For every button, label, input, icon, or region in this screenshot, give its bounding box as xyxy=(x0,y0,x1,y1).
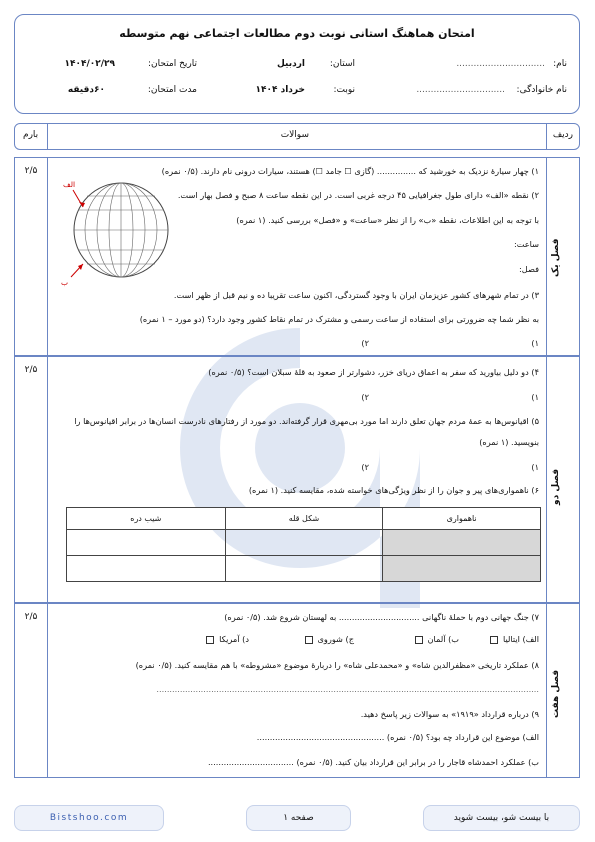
globe-icon xyxy=(53,172,173,292)
question-8: ۸) عملکرد تاریخی «مظفرالدین شاه» و «محمدعلی شاه» را دربارهٔ موضوع «مشروطه» با هم مقایسه کنید. (۰/۵ نمره) xyxy=(135,660,539,670)
question-9-b: ب) عملکرد احمدشاه قاجار را در برابر این قرارداد بیان کنید. (۰/۵ نمره) ................................. xyxy=(207,757,539,767)
globe-label-a: الف xyxy=(63,180,76,189)
footer-page-number: صفحه ۱ xyxy=(246,805,351,831)
exam-header xyxy=(14,14,580,114)
date-value: ۱۴۰۴/۰۲/۲۹ xyxy=(64,59,115,69)
table-header: ناهمواری xyxy=(383,508,541,530)
province-label: استان: xyxy=(329,59,355,69)
question-6: ۶) ناهمواری‌های پیر و جوان را از نظر ویژگی‌های خواسته شده، مقایسه کنید. (۱ نمره) xyxy=(248,485,539,495)
question-9: ۹) درباره قرارداد «۱۹۱۹» به سوالات زیر پاسخ دهید. xyxy=(360,709,539,719)
answer-line-2: ۲) xyxy=(361,338,369,348)
option-a-label: الف) ایتالیا xyxy=(502,634,539,644)
table-row xyxy=(67,530,541,556)
table-cell[interactable] xyxy=(67,556,226,582)
table-header: شیب دره xyxy=(67,508,226,530)
option-d[interactable] xyxy=(204,634,249,644)
checkbox-icon[interactable] xyxy=(415,636,423,644)
section-chapter-1 xyxy=(14,157,580,356)
question-5-part: بنویسید. (۱ نمره) xyxy=(479,437,539,447)
answer-line-2: ۲) xyxy=(361,392,369,402)
question-7: ۷) جنگ جهانی دوم با حملهٔ ناگهانی ............................... به لهستان شروع شد. (۰/۵ نمره) xyxy=(224,612,539,622)
option-b-label: ب) آلمان xyxy=(427,634,459,644)
answer-line-1: ۱) xyxy=(531,392,539,402)
option-a[interactable] xyxy=(488,634,539,644)
question-9-a: الف) موضوع این قرارداد چه بود؟ (۰/۵ نمره) ................................................. xyxy=(256,732,539,742)
duration-label: مدت امتحان: xyxy=(147,85,197,95)
chapter-label: فصل دو xyxy=(551,468,561,506)
questions-table-header xyxy=(14,123,580,150)
section-score: ۲/۵ xyxy=(24,365,38,375)
question-3: ۳) در تمام شهرهای کشور عزیزمان ایران با وجود گستردگی، اکنون ساعت تقریبا ده و نیم قبل از ظهر است. xyxy=(173,290,539,300)
chapter-label: فصل یک xyxy=(551,238,561,278)
globe-label-b: ب xyxy=(61,278,69,287)
section-score: ۲/۵ xyxy=(24,612,38,622)
question-2: ۲) نقطه «الف» دارای طول جغرافیایی ۴۵ درجه غربی است. در این نقطه ساعت ۸ صبح و فصل بهار است. xyxy=(177,190,539,200)
option-b[interactable] xyxy=(413,634,459,644)
score-column-header: بارم xyxy=(23,130,39,140)
section-chapter-7 xyxy=(14,603,580,778)
row-column-header: ردیف xyxy=(552,130,573,140)
table-cell xyxy=(383,530,541,556)
table-cell[interactable] xyxy=(225,556,383,582)
questions-column-header: سوالات xyxy=(280,130,309,140)
name-label: نام: xyxy=(553,59,567,69)
footer-slogan: با بیست شو، بیست شوید xyxy=(423,805,580,831)
checkbox-icon[interactable] xyxy=(490,636,498,644)
family-label: نام خانوادگی: xyxy=(516,85,567,95)
table-header: شکل قله xyxy=(225,508,383,530)
checkbox-icon[interactable] xyxy=(206,636,214,644)
table-cell[interactable] xyxy=(225,530,383,556)
question-3-part: به نظر شما چه ضرورتی برای استفاده از ساعت رسمی و مشترک در تمام نقاط کشور وجود دارد؟ (دو مورد – ۱ نمره) xyxy=(139,314,539,324)
name-field[interactable]: ............................... xyxy=(456,59,545,69)
exam-title: امتحان هماهنگ استانی نوبت دوم مطالعات اجتماعی نهم متوسطه xyxy=(119,27,475,40)
family-field[interactable]: ............................... xyxy=(416,85,505,95)
question-4: ۴) دو دلیل بیاورید که سفر به اعماق دریای خزر، دشوارتر از صعود به قلهٔ سبلان است؟ (۰/۵ نمره) xyxy=(208,367,539,377)
option-d-label: د) آمریکا xyxy=(219,634,249,644)
section-chapter-2 xyxy=(14,356,580,603)
checkbox-icon[interactable] xyxy=(305,636,313,644)
chapter-label: فصل هفت xyxy=(551,669,561,719)
answer-line-1: ۱) xyxy=(531,338,539,348)
landform-comparison-table xyxy=(66,507,541,582)
province-value: اردبیل xyxy=(277,59,305,69)
footer-site[interactable]: Bistshoo.com xyxy=(14,805,164,831)
turn-label: نوبت: xyxy=(333,85,355,95)
answer-season-label: فصل: xyxy=(519,264,539,274)
turn-value: خرداد ۱۴۰۴ xyxy=(255,85,305,95)
option-c-label: ج) شوروی xyxy=(317,634,354,644)
option-c[interactable] xyxy=(303,634,354,644)
date-label: تاریخ امتحان: xyxy=(148,59,197,69)
question-2-part: با توجه به این اطلاعات، نقطه «ب» را از نظر «ساعت» و «فصل» بررسی کنید. (۱ نمره) xyxy=(236,215,539,225)
question-5: ۵) اقیانوس‌ها به عمهٔ مردم جهان تعلق دارند اما مورد بی‌مهری قرار گرفته‌اند. دو مورد از رفتارهای نادرست انسان‌ها در برابر اقیانوس‌ها را xyxy=(74,416,539,426)
question-1: ۱) چهار سیارهٔ نزدیک به خورشید که ............... (گازی ☐ جامد ☐) هستند، سیارات درونی نام دارند. (۰/۵ نمره) xyxy=(161,166,539,176)
table-cell[interactable] xyxy=(67,530,226,556)
table-row xyxy=(67,556,541,582)
duration-value: ۶۰دقیقه xyxy=(67,85,105,95)
answer-dotted-line[interactable]: ................................................................................................................................................... xyxy=(156,684,539,694)
section-score: ۲/۵ xyxy=(24,166,38,176)
answer-line-1: ۱) xyxy=(531,462,539,472)
answer-line-2: ۲) xyxy=(361,462,369,472)
answer-time-label: ساعت: xyxy=(513,239,539,249)
table-cell xyxy=(383,556,541,582)
